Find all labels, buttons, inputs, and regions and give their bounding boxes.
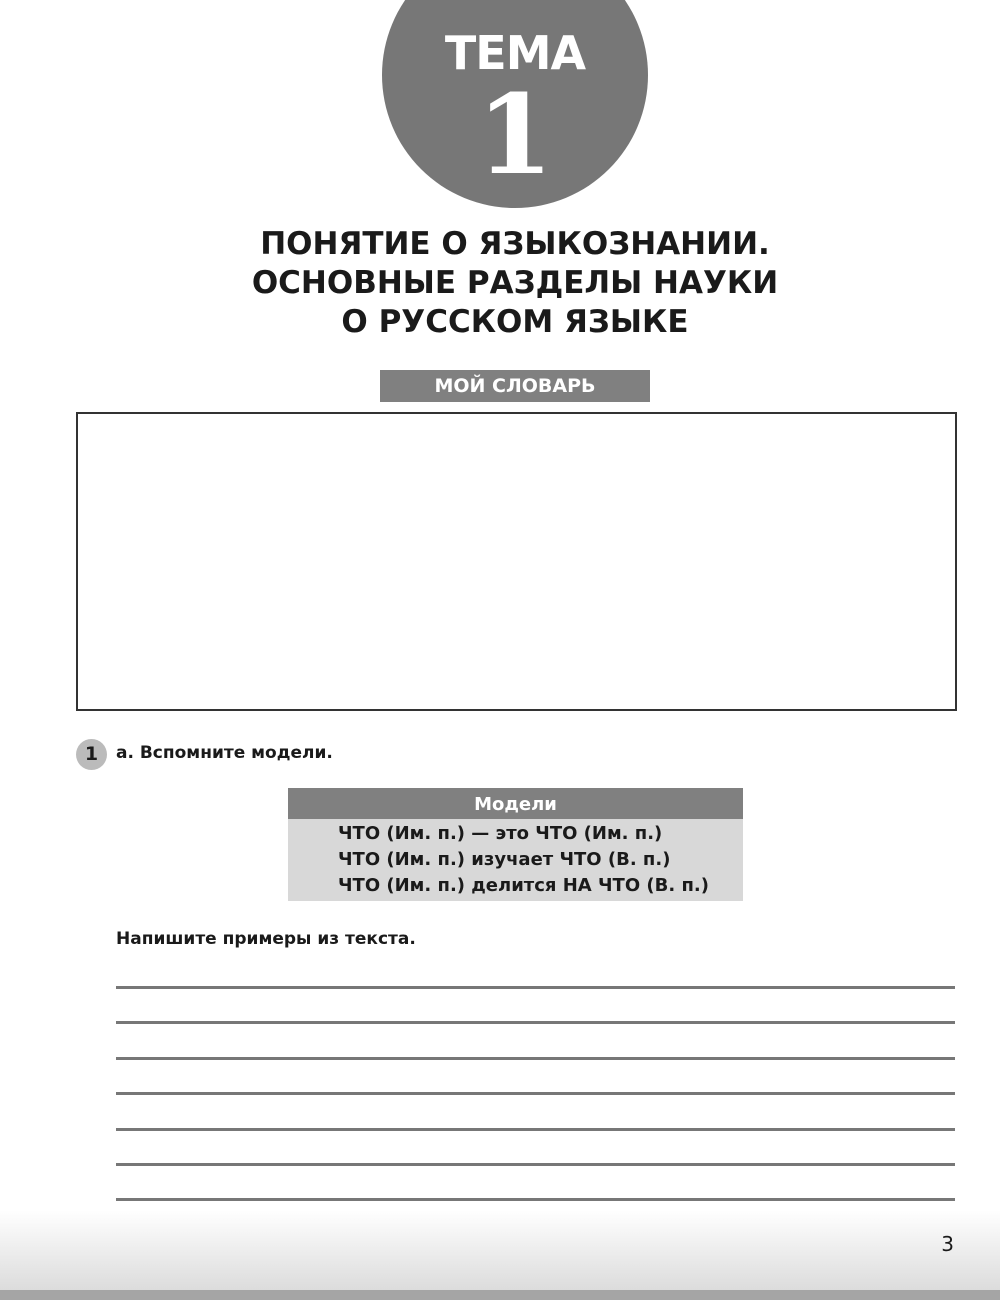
model-line: ЧТО (Им. п.) — это ЧТО (Им. п.) bbox=[338, 823, 663, 844]
writing-line[interactable] bbox=[116, 1128, 955, 1131]
dictionary-box[interactable] bbox=[76, 412, 957, 711]
models-header: Модели bbox=[288, 788, 743, 819]
page-number: 3 bbox=[941, 1232, 954, 1256]
exercise-number-badge: 1 bbox=[76, 739, 107, 770]
writing-line[interactable] bbox=[116, 1057, 955, 1060]
writing-line[interactable] bbox=[116, 986, 955, 989]
writing-prompt: Напишите примеры из текста. bbox=[116, 929, 416, 949]
title-line: ОСНОВНЫЕ РАЗДЕЛЫ НАУКИ bbox=[251, 265, 779, 301]
title-line: О РУССКОМ ЯЗЫКЕ bbox=[341, 304, 689, 340]
exercise-instruction: а. Вспомните модели. bbox=[116, 743, 333, 763]
topic-number: 1 bbox=[476, 70, 554, 199]
writing-line[interactable] bbox=[116, 1198, 955, 1201]
models-table bbox=[288, 788, 743, 901]
topic-label: ТЕМА bbox=[444, 26, 586, 80]
dictionary-label: МОЙ СЛОВАРЬ bbox=[380, 370, 650, 402]
title-line: ПОНЯТИЕ О ЯЗЫКОЗНАНИИ. bbox=[260, 226, 770, 262]
viewer-bottom-bar bbox=[0, 1290, 1000, 1300]
writing-line[interactable] bbox=[116, 1092, 955, 1095]
writing-line[interactable] bbox=[116, 1021, 955, 1024]
page-footer-shade bbox=[0, 1210, 1000, 1290]
page-title bbox=[0, 225, 1000, 342]
model-line: ЧТО (Им. п.) делится НА ЧТО (В. п.) bbox=[338, 875, 709, 896]
writing-line[interactable] bbox=[116, 1163, 955, 1166]
model-line: ЧТО (Им. п.) изучает ЧТО (В. п.) bbox=[338, 849, 671, 870]
